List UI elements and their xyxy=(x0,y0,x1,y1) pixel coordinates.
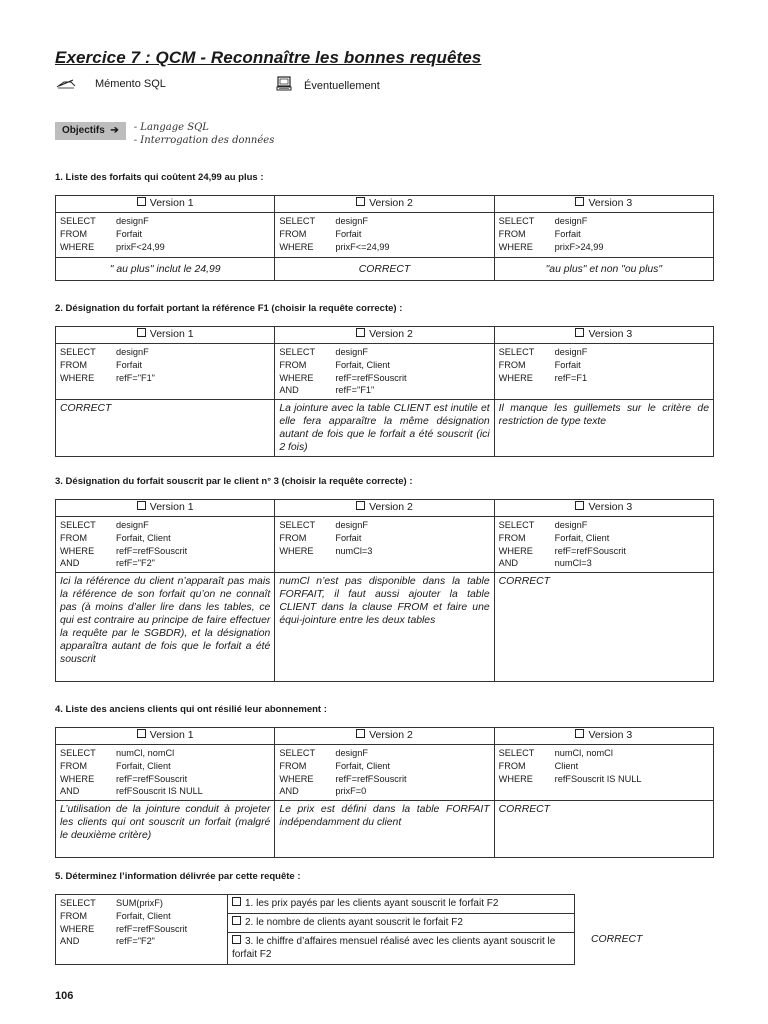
q5-sql-cell xyxy=(56,895,228,965)
sql-expression: Forfait xyxy=(116,228,143,239)
comment-cell xyxy=(494,258,713,281)
page-number: 106 xyxy=(55,990,74,1002)
sql-row xyxy=(56,517,714,573)
checkbox-icon[interactable] xyxy=(575,729,584,738)
sql-line xyxy=(499,346,709,359)
sql-expression: Forfait, Client xyxy=(554,532,610,543)
version-comment: CORRECT xyxy=(358,263,411,275)
sql-keyword: SELECT xyxy=(60,347,96,357)
sql-keyword: FROM xyxy=(60,910,88,921)
comment-cell xyxy=(275,801,494,858)
comment-row xyxy=(56,258,714,281)
version-label: Version 1 xyxy=(149,729,194,741)
sql-cell xyxy=(56,344,275,400)
version-comment: " au plus" inclut le 24,99 xyxy=(109,263,221,275)
sql-keyword: FROM xyxy=(60,359,88,370)
q5-option-label: 3. le chiffre d’affaires mensuel réalisé avec les clients ayant souscrit le forfait F2 xyxy=(232,936,556,960)
sql-expression: numCl, nomCl xyxy=(554,748,613,758)
memento-label: Mémento SQL xyxy=(95,78,166,90)
sql-keyword: SELECT xyxy=(279,216,316,226)
checkbox-icon[interactable] xyxy=(356,729,365,738)
sql-keyword: WHERE xyxy=(60,923,95,934)
sql-cell xyxy=(275,745,494,801)
sql-line xyxy=(279,519,489,532)
sql-line xyxy=(499,760,709,773)
sql-line xyxy=(279,760,489,773)
version-comment: CORRECT xyxy=(498,576,551,588)
sql-cell xyxy=(494,344,713,400)
version-comment: CORRECT xyxy=(60,403,112,415)
sql-line xyxy=(60,215,270,228)
sql-keyword: SELECT xyxy=(498,216,535,226)
sql-line xyxy=(499,532,709,545)
sql-line xyxy=(60,557,270,570)
version-1-choice[interactable] xyxy=(56,196,275,213)
comment-cell xyxy=(494,400,713,457)
sql-line xyxy=(60,747,270,760)
sql-line xyxy=(279,215,489,228)
sql-line xyxy=(60,241,270,254)
sql-expression: Forfait, Client xyxy=(116,910,171,921)
sql-line xyxy=(279,532,489,545)
sql-expression: prixF<=24,99 xyxy=(335,241,390,252)
version-label: Version 3 xyxy=(588,197,633,209)
eventuellement-label: Éventuellement xyxy=(304,79,380,92)
sql-line xyxy=(60,935,223,948)
sql-keyword: SELECT xyxy=(498,520,535,530)
version-label: Version 2 xyxy=(369,501,413,513)
sql-keyword: FROM xyxy=(498,532,526,543)
sql-line xyxy=(279,747,489,760)
q5-option-2[interactable] xyxy=(228,914,575,933)
sql-expression: refFSouscrit IS NULL xyxy=(116,786,203,797)
version-comment: L’utilisation de la jointure conduit à projeter les clients qui ont souscrit un forfait (malgré le deuxième critère) xyxy=(60,804,271,842)
sql-line xyxy=(279,384,489,397)
checkbox-icon[interactable] xyxy=(137,501,146,510)
sql-cell xyxy=(275,344,494,400)
sql-keyword: AND xyxy=(60,936,80,947)
question-1-table xyxy=(55,195,714,281)
sql-expression: Forfait, Client xyxy=(116,760,171,771)
version-comment: La jointure avec la table CLIENT est inutile et elle fera apparaître la même désignation autant de fois que le forfait a été souscrit (ici 2 fois) xyxy=(279,403,490,454)
checkbox-icon[interactable] xyxy=(356,197,365,206)
sql-expression: refF=refFSouscrit xyxy=(335,773,407,784)
version-comment: numCl n’est pas disponible dans la table FORFAIT, il faut aussi ajouter la table CLIENT dans la clause FROM et faire une équi-jointure entre les deux tables xyxy=(279,576,490,627)
sql-row xyxy=(56,213,714,258)
comment-row xyxy=(56,573,714,682)
sql-line xyxy=(60,897,223,910)
sql-keyword: SELECT xyxy=(60,748,96,758)
version-1-choice[interactable] xyxy=(56,327,275,344)
q5-sql xyxy=(60,897,223,948)
sql-expression: designF xyxy=(335,520,369,530)
sql-expression: Forfait xyxy=(335,532,362,543)
version-comment: "au plus" et non "ou plus" xyxy=(545,263,663,275)
sql-line xyxy=(499,519,709,532)
version-header-row xyxy=(56,196,714,213)
checkbox-icon[interactable] xyxy=(232,935,241,944)
sql-cell xyxy=(275,213,494,258)
sql-line xyxy=(499,747,709,760)
version-comment: Il manque les guillemets sur le critère de restriction de type texte xyxy=(498,403,709,428)
sql-line xyxy=(60,545,270,558)
sql-cell xyxy=(56,745,275,801)
comment-cell xyxy=(56,400,275,457)
sql-keyword: SELECT xyxy=(498,347,535,357)
version-2-choice[interactable] xyxy=(275,500,494,517)
sql-keyword: WHERE xyxy=(279,372,314,383)
q5-option-3[interactable] xyxy=(228,933,575,965)
sql-line xyxy=(60,532,270,545)
version-2-choice[interactable] xyxy=(275,327,494,344)
version-label: Version 3 xyxy=(588,328,633,340)
sql-expression: SUM(prixF) xyxy=(116,898,163,908)
sql-line xyxy=(60,910,223,923)
sql-line xyxy=(499,545,709,558)
sql-line xyxy=(499,228,709,241)
question-3-table xyxy=(55,499,714,682)
version-header-row xyxy=(56,728,714,745)
objectifs-list xyxy=(134,121,275,147)
version-1-choice[interactable] xyxy=(56,728,275,745)
comment-cell xyxy=(494,801,713,858)
sql-row xyxy=(56,344,714,400)
sql-keyword: WHERE xyxy=(498,241,533,252)
sql-keyword: FROM xyxy=(498,359,526,370)
checkbox-icon[interactable] xyxy=(575,328,584,337)
sql-keyword: WHERE xyxy=(60,545,95,556)
sql-cell xyxy=(494,745,713,801)
version-3-choice[interactable] xyxy=(494,500,713,517)
sql-line xyxy=(60,785,270,798)
page-title: Exercice 7 : QCM - Reconnaître les bonnes requêtes xyxy=(55,48,482,67)
sql-cell xyxy=(56,213,275,258)
q5-option-1[interactable] xyxy=(228,895,575,914)
objectif-item: - Interrogation des données xyxy=(133,135,275,146)
sql-keyword: WHERE xyxy=(279,241,314,252)
question-5-table xyxy=(55,894,575,965)
sql-keyword: WHERE xyxy=(498,372,533,383)
comment-cell xyxy=(275,400,494,457)
version-1-choice[interactable] xyxy=(56,500,275,517)
sql-line xyxy=(60,773,270,786)
sql-cell xyxy=(494,213,713,258)
sql-keyword: FROM xyxy=(498,760,526,771)
q5-option-label: 2. le nombre de clients ayant souscrit le forfait F2 xyxy=(245,917,463,928)
sql-keyword: AND xyxy=(279,786,299,797)
sql-expression: refF="F1" xyxy=(116,372,155,383)
version-label: Version 1 xyxy=(149,328,194,340)
comment-cell xyxy=(56,258,275,281)
sql-keyword: FROM xyxy=(60,228,88,239)
sql-expression: prixF>24,99 xyxy=(554,241,604,252)
sql-keyword: FROM xyxy=(498,228,526,239)
sql-expression: Forfait xyxy=(554,228,581,239)
comment-cell xyxy=(56,573,275,682)
sql-line xyxy=(499,359,709,372)
sql-expression: designF xyxy=(116,216,149,226)
sql-keyword: WHERE xyxy=(60,773,95,784)
sql-keyword: AND xyxy=(60,786,80,797)
version-3-choice[interactable] xyxy=(494,196,713,213)
arrow-right-icon: ➔ xyxy=(107,125,119,136)
comment-cell xyxy=(275,573,494,682)
sql-expression: designF xyxy=(554,520,588,530)
pencil-book-icon xyxy=(55,78,77,90)
comment-cell xyxy=(56,801,275,858)
version-label: Version 2 xyxy=(369,197,413,209)
sql-keyword: SELECT xyxy=(60,898,96,908)
objectif-item: - Langage SQL xyxy=(133,122,209,133)
sql-expression: designF xyxy=(335,748,369,758)
sql-expression: prixF<24,99 xyxy=(116,241,165,252)
version-label: Version 1 xyxy=(149,197,194,209)
version-comment: Ici la référence du client n’apparaît pas mais la référence de son forfait qu’on ne connaît pas (à moins d’aller lire dans les tables, ce qui est contraire au principe de faire effectuer la requête par le SGBDR), et la désignation apparaîtra autant de fois que le forfait a été souscrit xyxy=(60,576,271,666)
sql-expression: designF xyxy=(335,347,369,357)
sql-expression: refF="F2" xyxy=(116,936,155,947)
version-label: Version 3 xyxy=(588,501,633,513)
version-header-row xyxy=(56,500,714,517)
sql-expression: Forfait xyxy=(554,359,581,370)
sql-line xyxy=(60,372,270,385)
sql-expression: designF xyxy=(116,347,149,357)
sql-keyword: WHERE xyxy=(498,773,533,784)
sql-expression: refF="F1" xyxy=(335,385,375,396)
sql-expression: refF=refFSouscrit xyxy=(554,545,626,556)
sql-expression: designF xyxy=(335,216,369,226)
sql-expression: refF=refFSouscrit xyxy=(335,372,407,383)
sql-line xyxy=(60,228,270,241)
sql-expression: Forfait xyxy=(335,228,362,239)
version-3-choice[interactable] xyxy=(494,728,713,745)
sql-expression: Forfait, Client xyxy=(335,359,390,370)
sql-line xyxy=(279,241,489,254)
checkbox-icon[interactable] xyxy=(137,328,146,337)
question-1-title: 1. Liste des forfaits qui coûtent 24,99 au plus : xyxy=(55,172,264,183)
sql-expression: Client xyxy=(554,760,579,771)
sql-expression: Forfait, Client xyxy=(335,760,390,771)
sql-expression: refF=refFSouscrit xyxy=(116,923,188,934)
sql-keyword: AND xyxy=(498,558,519,569)
question-2-title: 2. Désignation du forfait portant la référence F1 (choisir la requête correcte) : xyxy=(55,303,403,314)
sql-line xyxy=(279,359,489,372)
sql-expression: designF xyxy=(554,216,588,226)
version-label: Version 2 xyxy=(369,729,413,741)
sql-line xyxy=(279,372,489,385)
sql-expression: numCl, nomCl xyxy=(116,748,175,758)
version-label: Version 2 xyxy=(369,328,413,340)
q5-option-label: 1. les prix payés par les clients ayant souscrit le forfait F2 xyxy=(245,898,499,909)
question-3-title: 3. Désignation du forfait souscrit par le client n° 3 (choisir la requête correcte) : xyxy=(55,476,413,487)
q5-comment: CORRECT xyxy=(591,934,643,945)
sql-keyword: SELECT xyxy=(279,520,316,530)
sql-line xyxy=(279,545,489,558)
sql-line xyxy=(499,215,709,228)
sql-expression: refF=refFSouscrit xyxy=(116,773,188,784)
sql-keyword: AND xyxy=(279,385,299,396)
sql-row xyxy=(56,745,714,801)
computer-icon xyxy=(276,76,292,92)
sql-keyword: WHERE xyxy=(498,545,533,556)
sql-line xyxy=(60,359,270,372)
sql-keyword: WHERE xyxy=(60,241,95,252)
sql-keyword: SELECT xyxy=(60,520,96,530)
question-4-title: 4. Liste des anciens clients qui ont résilié leur abonnement : xyxy=(55,704,327,715)
sql-keyword: FROM xyxy=(279,228,307,239)
sql-line xyxy=(279,346,489,359)
checkbox-icon[interactable] xyxy=(356,501,365,510)
memento-reference xyxy=(55,78,166,90)
checkbox-icon[interactable] xyxy=(575,501,584,510)
checkbox-icon[interactable] xyxy=(575,197,584,206)
checkbox-icon[interactable] xyxy=(137,729,146,738)
sql-line xyxy=(279,228,489,241)
version-comment: CORRECT xyxy=(498,804,551,816)
sql-expression: prixF=0 xyxy=(335,786,367,797)
sql-keyword: FROM xyxy=(60,760,88,771)
sql-line xyxy=(60,760,270,773)
objectifs-badge xyxy=(55,122,126,140)
sql-line xyxy=(499,557,709,570)
comment-cell xyxy=(494,573,713,682)
version-2-choice[interactable] xyxy=(275,728,494,745)
sql-line xyxy=(60,519,270,532)
sql-keyword: FROM xyxy=(279,359,307,370)
comment-cell xyxy=(275,258,494,281)
checkbox-icon[interactable] xyxy=(356,328,365,337)
sql-expression: numCl=3 xyxy=(335,545,373,556)
sql-cell xyxy=(56,517,275,573)
sql-keyword: WHERE xyxy=(279,773,314,784)
version-header-row xyxy=(56,327,714,344)
sql-keyword: SELECT xyxy=(498,748,535,758)
sql-cell xyxy=(494,517,713,573)
sql-expression: refFSouscrit IS NULL xyxy=(554,773,642,784)
objectifs-label: Objectifs xyxy=(62,125,105,136)
sql-keyword: SELECT xyxy=(279,748,316,758)
question-5-title: 5. Déterminez l’information délivrée par cette requête : xyxy=(55,871,301,882)
version-3-choice[interactable] xyxy=(494,327,713,344)
sql-keyword: WHERE xyxy=(60,372,95,383)
question-4-table xyxy=(55,727,714,858)
sql-keyword: AND xyxy=(60,558,80,569)
version-2-choice[interactable] xyxy=(275,196,494,213)
version-label: Version 3 xyxy=(588,729,633,741)
objectifs-block xyxy=(55,121,274,147)
sql-expression: Forfait xyxy=(116,359,143,370)
sql-line xyxy=(279,773,489,786)
comment-row xyxy=(56,801,714,858)
sql-line xyxy=(60,923,223,936)
sql-keyword: WHERE xyxy=(279,545,314,556)
sql-keyword: FROM xyxy=(279,532,307,543)
sql-expression: refF=F1 xyxy=(554,372,588,383)
checkbox-icon[interactable] xyxy=(232,916,241,925)
sql-line xyxy=(499,773,709,786)
version-label: Version 1 xyxy=(149,501,194,513)
sql-keyword: SELECT xyxy=(60,216,96,226)
sql-keyword: FROM xyxy=(60,532,88,543)
sql-expression: designF xyxy=(116,520,149,530)
sql-expression: designF xyxy=(554,347,588,357)
version-comment: Le prix est défini dans la table FORFAIT indépendamment du client xyxy=(279,804,490,829)
sql-expression: refF=refFSouscrit xyxy=(116,545,188,556)
computer-reference xyxy=(276,76,380,92)
sql-keyword: FROM xyxy=(279,760,307,771)
sql-keyword: SELECT xyxy=(279,347,316,357)
sql-expression: refF="F2" xyxy=(116,558,155,569)
sql-expression: Forfait, Client xyxy=(116,532,171,543)
question-2-table xyxy=(55,326,714,457)
sql-line xyxy=(60,346,270,359)
sql-cell xyxy=(275,517,494,573)
checkbox-icon[interactable] xyxy=(137,197,146,206)
sql-line xyxy=(279,785,489,798)
sql-line xyxy=(499,241,709,254)
checkbox-icon[interactable] xyxy=(232,897,241,906)
sql-line xyxy=(499,372,709,385)
sql-expression: numCl=3 xyxy=(554,558,592,569)
comment-row xyxy=(56,400,714,457)
